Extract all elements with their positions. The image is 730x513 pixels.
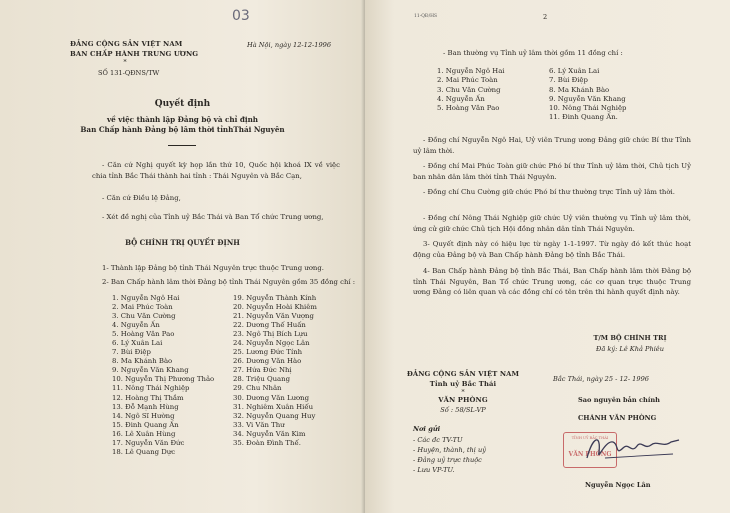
decision-subtitle-2: Ban Chấp hành Đảng bộ lâm thời tỉnhThái Nguyên [80,125,285,134]
paragraph-deputy-2: - Đồng chí Chu Cường giữ chức Phó bí thư thường trực Tỉnh uỷ lâm thời. [423,188,675,196]
list-item: 4. Nguyễn Ấn [112,321,160,330]
list-item: 33. Vi Văn Thư [233,420,285,429]
list-item: 14. Ngô Sĩ Hường [112,411,175,420]
list-item: 30. Dương Văn Lương [233,393,310,402]
list-item: 2. Mai Phúc Toàn [437,76,498,85]
basis-2: - Căn cứ Điều lệ Đảng, [102,194,181,202]
list-item: 31. Nghiêm Xuân Hiếu [233,402,314,411]
list-item: 9. Nguyễn Văn Khang [549,94,626,103]
handwritten-page-number: 03 [232,8,250,24]
list-item: 23. Ngô Thị Bích Lựu [233,330,308,339]
list-item: 6. Lý Xuân Lai [549,67,600,75]
copy-date: Bắc Thái, ngày 25 - 12- 1996 [553,375,649,383]
list-item: 3. Chu Văn Cường [112,312,176,321]
title-rule [168,145,196,146]
list-item: 29. Chu Nhân [233,384,282,393]
list-item: 3. Chu Văn Cường [437,85,501,94]
recipients-label: Nơi gửi [413,425,441,433]
list-item: 24. Nguyễn Ngọc Lân [233,339,310,348]
list-item: 25. Lương Đức Tính [233,348,303,357]
point-2: 2- Ban Chấp hành lâm thời Đảng bộ tỉnh Thái Nguyên gồm 35 đồng chí : [102,278,356,286]
copy-note: Sao nguyên bản chính [578,396,660,404]
stamp-center-text: VĂN PHÒNG [568,451,612,458]
list-item: 13. Đỗ Mạnh Hùng [112,402,179,411]
list-item: 5. Hoàng Văn Pao [112,330,175,339]
list-item: 27. Hứa Đức Nhị [233,366,292,375]
right-page [365,0,730,513]
recipient: - Lưu VP-TU. [413,466,455,474]
decision-heading: BỘ CHÍNH TRỊ QUYẾT ĐỊNH [125,238,240,247]
list-item: 9. Nguyễn Văn Khang [112,366,189,375]
basis-1: - Căn cứ Nghị quyết kỳ họp lần thứ 10, Quốc hội khoá IX về việc chia tỉnh Bắc Thái thành hai tỉnh : Thái Nguyên và Bắc Cạn, [92,161,340,180]
list-item: 6. Lý Xuân Lai [112,339,163,348]
paragraph-secretary: - Đồng chí Nguyễn Ngô Hai, Uỷ viên Trung ương Đảng giữ chức Bí thư Tỉnh uỷ lâm thời. [413,136,691,155]
list-item: 15. Đinh Quang Ấn [112,420,179,429]
list-item: 11. Đinh Quang Ấn. [549,113,618,122]
decision-subtitle-1: về việc thành lập Đảng bộ và chỉ định [106,115,259,124]
doc-number: SỐ 131-QĐNS/TW [98,69,160,77]
list-item: 18. Lê Quang Dực [112,447,176,456]
list-item: 1. Nguyễn Ngô Hai [112,294,180,302]
list-item: 16. Lê Xuân Hùng [112,429,176,438]
list-item: 8. Ma Khánh Bào [549,85,610,94]
recipient: - Các đc TV-TU [413,436,463,444]
standing-column-1 [437,67,505,113]
list-item: 34. Nguyễn Văn Kim [233,429,306,438]
signature-icon [575,428,685,468]
copy-committee: Tỉnh uỷ Bắc Thái [429,380,497,388]
list-item: 10. Nông Thái Nghiệp [549,104,627,113]
top-code: 11-QĐ/HS [414,14,438,19]
standing-column-2 [549,67,626,123]
copy-bullet: * [461,388,465,396]
recipient: - Huyện, thành, thị uỷ [413,446,486,454]
list-item: 26. Dương Văn Hào [233,357,302,366]
recipient: - Đảng uỷ trực thuộc [413,456,482,464]
list-item: 10. Nguyễn Thị Phương Thảo [112,375,215,384]
copy-office: VĂN PHÒNG [438,396,488,404]
list-item: 1. Nguyễn Ngô Hai [437,67,505,75]
copy-signer: Nguyễn Ngọc Lân [585,481,651,489]
header-bullet: * [123,58,127,66]
copy-title: CHÁNH VĂN PHÒNG [578,414,657,422]
list-item: 7. Bùi Điệp [112,348,151,357]
committee-name: BAN CHẤP HÀNH TRUNG ƯƠNG [70,50,199,58]
party-name: ĐẢNG CỘNG SẢN VIỆT NAM [70,40,183,48]
copy-number: Số : 58/SL-VP [440,406,486,414]
list-item: 11. Nông Thái Nghiệp [112,384,190,393]
list-item: 8. Ma Khánh Bào [112,357,173,366]
signer-name: Đã ký: Lê Khả Phiêu [596,345,664,353]
list-item: 2. Mai Phúc Toàn [112,303,173,312]
list-item: 17. Nguyễn Văn Đức [112,438,185,447]
members-column-2 [233,294,317,448]
stamp-ring-text: TỈNH UỶ BẮC THÁI [571,436,609,440]
list-item: 5. Hoàng Văn Pao [437,104,500,113]
date-place: Hà Nội, ngày 12-12-1996 [247,41,332,49]
point-1: 1- Thành lập Đảng bộ tỉnh Thái Nguyên trực thuộc Trung ương. [102,264,324,272]
signer-org: T/M BỘ CHÍNH TRỊ [593,334,667,342]
copy-party-name: ĐẢNG CỘNG SẢN VIỆT NAM [406,370,520,378]
list-item: 20. Nguyễn Hoài Khiêm [233,303,317,312]
page-number: 2 [543,13,548,21]
paragraph-standing-member: - Đồng chí Nông Thái Nghiệp giữ chức Uỷ viên thường vụ Tỉnh uỷ lâm thời, ứng cử giữ chức Chủ tịch Hội đồng nhân dân tỉnh Thái Nguyên. [413,214,691,233]
list-item: 12. Hoàng Thị Thắm [112,393,184,402]
list-item: 7. Bùi Điệp [549,76,588,85]
paragraph-implementation: 4- Ban Chấp hành Đảng bộ tỉnh Bắc Thái, Ban Chấp hành lâm thời Đảng bộ tỉnh Thái Nguyên, Ban Tổ chức Trung ương, các cơ quan trực thuộc Trung ương Đảng có liên quan và các đồng chí có tên trên thi hành quyết định này. [413,267,691,296]
list-item: 28. Triệu Quang [233,375,290,384]
members-column-1 [112,294,214,457]
decision-title: Quyết định [154,99,211,109]
list-item: 35. Đoàn Đình Thế. [233,438,301,447]
standing-committee-intro: - Ban thường vụ Tỉnh uỷ lâm thời gồm 11 đồng chí : [443,49,623,57]
basis-3: - Xét đề nghị của Tỉnh uỷ Bắc Thái và Ban Tổ chức Trung ương, [102,213,324,221]
list-item: 19. Nguyễn Thành Kính [233,294,317,302]
list-item: 32. Nguyễn Quang Huy [233,411,316,420]
list-item: 21. Nguyễn Văn Vượng [233,312,314,321]
list-item: 22. Dương Thế Huấn [233,321,306,330]
list-item: 4. Nguyễn Ấn [437,94,485,103]
paragraph-effective-date: 3- Quyết định này có hiệu lực từ ngày 1-1-1997. Từ ngày đó kết thúc hoạt động của Đảng bộ và Ban Chấp hành Đảng bộ tỉnh Bắc Thái. [413,240,691,259]
paragraph-deputy-1: - Đồng chí Mai Phúc Toàn giữ chức Phó bí thư Tỉnh uỷ lâm thời, Chủ tịch Uỷ ban nhân dân lâm thời tỉnh Thái Nguyên. [413,162,691,181]
